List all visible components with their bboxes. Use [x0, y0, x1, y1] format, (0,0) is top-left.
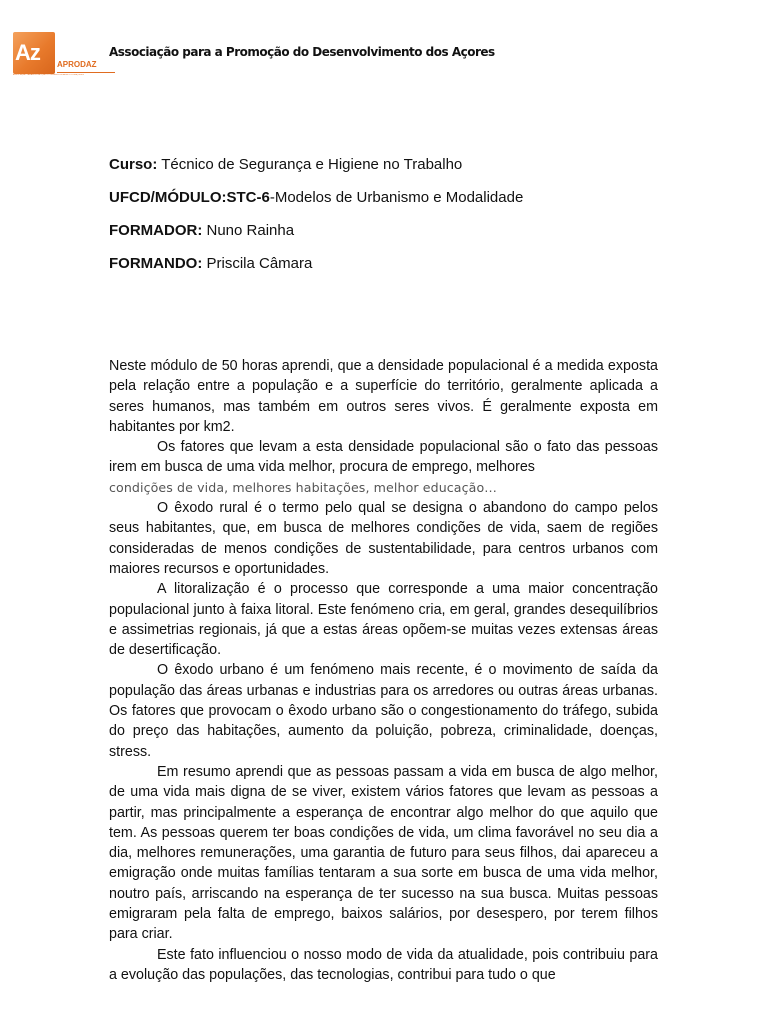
- module-value: -Modelos de Urbanismo e Modalidade: [269, 189, 524, 206]
- trainee-label: FORMANDO:: [109, 255, 203, 272]
- trainer-value: Nuno Rainha: [202, 222, 295, 239]
- body-paragraph: condições de vida, melhores habitações, melhor educação…: [109, 479, 497, 495]
- trainee-row: [109, 255, 669, 288]
- body-paragraph: O êxodo urbano é um fenómeno mais recente, é o movimento de saída da população das áreas urbanas e industrias para os arredores ou outras áreas urbanas. Os fatores que provocam o êxodo urbano são o congestionamento do tráfego, subida do preço das habitações, aumento da poluição, pobreza, criminalidade, doenças, stress.: [109, 662, 658, 760]
- body-paragraph: Os fatores que levam a esta densidade populacional são o fato das pessoas irem em busca de uma vida melhor, procura de emprego, melhores: [109, 439, 658, 476]
- course-label: Curso:: [109, 156, 158, 173]
- module-row: [109, 189, 669, 222]
- body-paragraph: Em resumo aprendi que as pessoas passam a vida em busca de algo melhor, de uma vida mais digna de se viver, existem vários fatores que levam as pessoas a partir, mas principalmente a esperança de encontrar algo melhor do que aquilo que tem. As pessoas querem ter boas condições de vida, um clima favorável no seu dia a dia, melhores remunerações, uma garantia de futuro para seus filhos, dai apareceu a emigração onde muitas famílias tentaram a sua sorte em busca de uma vida melhor, noutro país, arriscando na esperança de ter sucesso na sua busca. Muitas pessoas emigraram pela falta de emprego, baixos salários, por desespero, por terem filhos para criar.: [109, 763, 658, 943]
- logo-tagline: ASSOCIAÇÃO PARA A PROMOÇÃO DO DESENVOLVIMENTO DOS AÇORES: [13, 74, 84, 76]
- module-label: UFCD/MÓDULO:STC-6: [109, 189, 270, 206]
- course-value: Técnico de Segurança e Higiene no Trabalho: [157, 156, 463, 173]
- aprodaz-logo: [13, 32, 118, 77]
- organization-name: Associação para a Promoção do Desenvolvimento dos Açores: [109, 45, 495, 59]
- course-info: [109, 156, 669, 288]
- trainer-row: [109, 222, 669, 255]
- page-header: [0, 0, 768, 90]
- logo-mark-text: Az: [15, 40, 40, 65]
- logo-rule: [57, 72, 115, 73]
- body-paragraph: O êxodo rural é o termo pelo qual se designa o abandono do campo pelos seus habitantes, que, em busca de melhores condições de vida, saem de regiões consideradas de menos condições de sustentabilidade, para centros urbanos com maiores recursos e oportunidades.: [109, 500, 658, 577]
- logo-name: APRODAZ: [57, 60, 97, 69]
- body-paragraph: Neste módulo de 50 horas aprendi, que a densidade populacional é a medida exposta pela relação entre a população e a superfície do território, geralmente aplicada a seres humanos, mas também em outros seres vivos. É geralmente exposta em habitantes por km2.: [109, 358, 658, 435]
- trainee-value: Priscila Câmara: [202, 255, 313, 272]
- body-paragraph: Este fato influenciou o nosso modo de vida da atualidade, pois contribuiu para a evolução das populações, das tecnologias, contribui para tudo o que: [109, 946, 658, 983]
- body-paragraph: A litoralização é o processo que corresponde a uma maior concentração populacional junto à faixa litoral. Este fenómeno cria, em geral, grandes desequilíbrios e assimetrias regionais, já que a estas áreas opõem-se muitas vezes extensas áreas de desertificação.: [109, 581, 658, 659]
- course-row: [109, 156, 669, 189]
- document-body: [109, 356, 658, 985]
- trainer-label: FORMADOR:: [109, 222, 203, 239]
